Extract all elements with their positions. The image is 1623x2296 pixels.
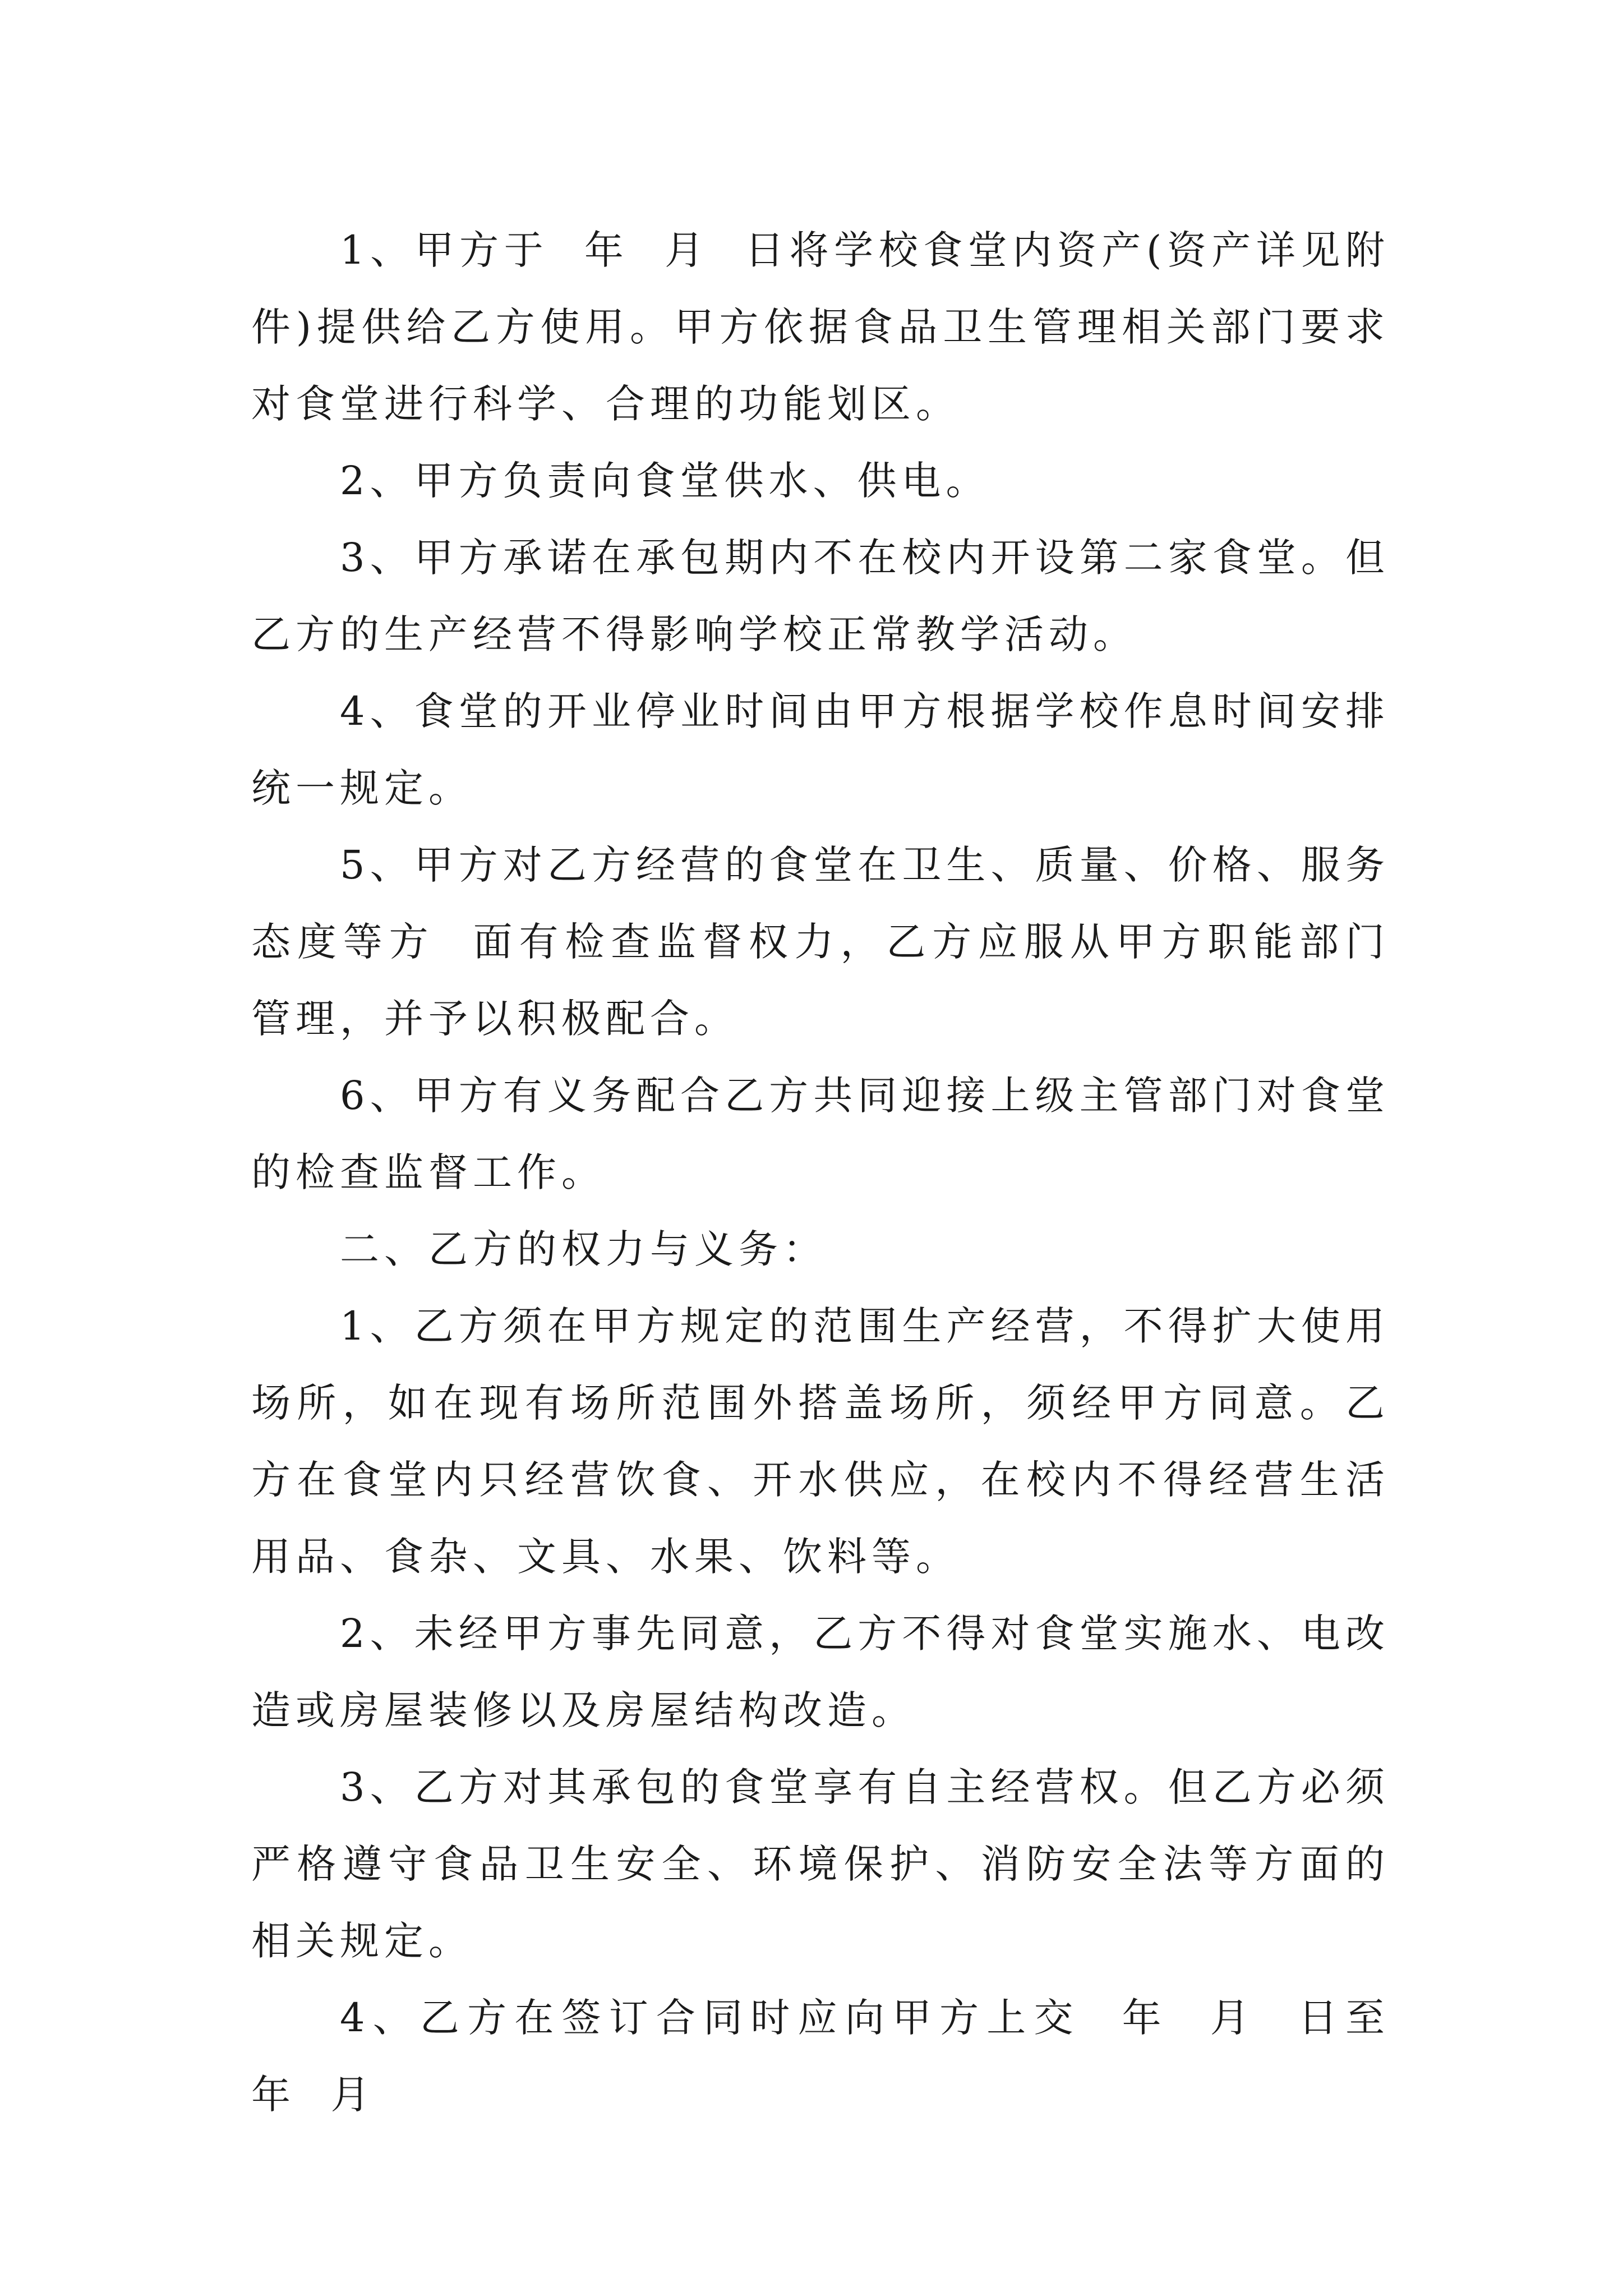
paragraph-party-a-2: 2、甲方负责向食堂供水、供电。	[340, 458, 990, 504]
paragraph-party-a-5: 5、甲方对乙方经营的食堂在卫生、质量、价格、服务态度等方 面有检查监督权力，乙方应服从甲方职能部门管理，并予以积极配合。	[251, 842, 1390, 1042]
paragraph-party-a-4: 4、食堂的开业停业时间由甲方根据学校作息时间安排统一规定。	[251, 688, 1390, 811]
paragraph-party-b-3: 3、乙方对其承包的食堂享有自主经营权。但乙方必须严格遵守食品卫生安全、环境保护、消防安全法等方面的相关规定。	[251, 1764, 1390, 1964]
document-body	[251, 212, 1425, 2133]
paragraph-party-a-1: 1、甲方于 年 月 日将学校食堂内资产(资产详见附件)提供给乙方使用。甲方依据食品卫生管理相关部门要求对食堂进行科学、合理的功能划区。	[251, 227, 1390, 427]
paragraph-party-b-1: 1、乙方须在甲方规定的范围生产经营，不得扩大使用场所，如在现有场所范围外搭盖场所，须经甲方同意。乙方在食堂内只经营饮食、开水供应，在校内不得经营生活用品、食杂、文具、水果、饮料等。	[251, 1303, 1390, 1580]
paragraph-party-b-2: 2、未经甲方事先同意，乙方不得对食堂实施水、电改造或房屋装修以及房屋结构改造。	[251, 1611, 1390, 1733]
paragraph-party-b-4: 4、乙方在签订合同时应向甲方上交 年 月 日至 年 月	[251, 1995, 1425, 2118]
paragraph-party-a-6: 6、甲方有义务配合乙方共同迎接上级主管部门对食堂的检查监督工作。	[251, 1073, 1390, 1195]
paragraph-party-a-3: 3、甲方承诺在承包期内不在校内开设第二家食堂。但乙方的生产经营不得影响学校正常教学活动。	[251, 535, 1390, 657]
section-heading-party-b: 二、乙方的权力与义务：	[340, 1226, 827, 1272]
